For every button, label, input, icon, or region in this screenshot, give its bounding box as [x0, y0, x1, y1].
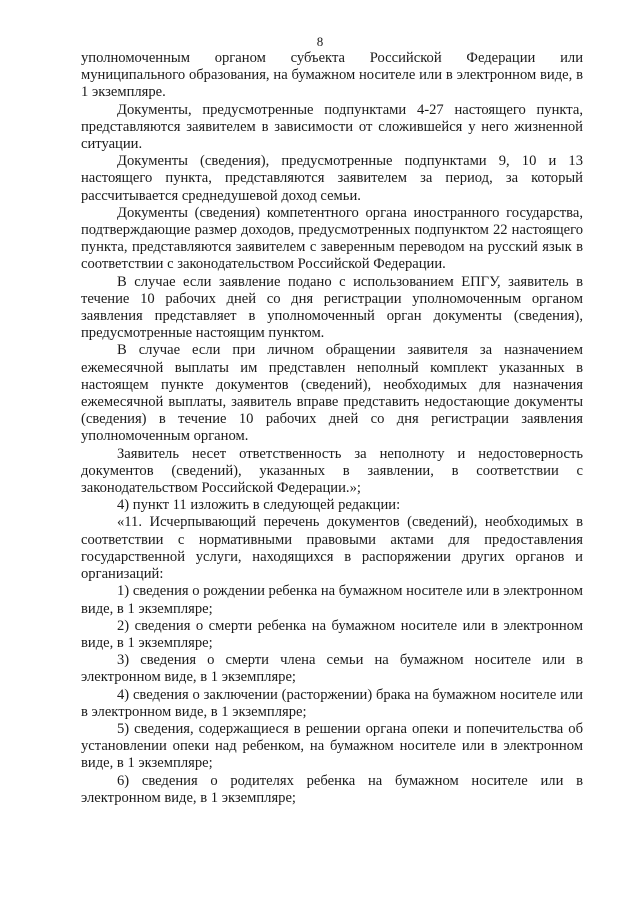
list-item-2: 2) сведения о смерти ребенка на бумажном носителе или в электронном виде, в 1 экземпляре;: [81, 617, 583, 651]
list-item-5: 5) сведения, содержащиеся в решении органа опеки и попечительства об установлении опеки над ребенком, на бумажном носителе или в электронном виде, в 1 экземпляре;: [81, 720, 583, 772]
paragraph-epgu-submission: В случае если заявление подано с использованием ЕПГУ, заявитель в течение 10 рабочих дней со дня регистрации уполномоченным органом заявления представляет в уполномоченный орган документы (сведения), предусмотренные настоящим пунктом.: [81, 273, 583, 342]
paragraph-responsibility: Заявитель несет ответственность за неполноту и недостоверность документов (сведений), указанных в заявлении, в соответствии с законодательством Российской Федерации.»;: [81, 445, 583, 497]
paragraph-documents-4-27: Документы, предусмотренные подпунктами 4-27 настоящего пункта, представляются заявителем в зависимости от сложившейся у него жизненной ситуации.: [81, 101, 583, 153]
list-item-4: 4) сведения о заключении (расторжении) брака на бумажном носителе или в электронном виде, в 1 экземпляре;: [81, 686, 583, 720]
paragraph-incomplete-set: В случае если при личном обращении заявителя за назначением ежемесячной выплаты им представлен неполный комплект указанных в настоящем пункте документов (сведений), необходимых для назначения ежемесячной выплаты, заявитель вправе представить недостающие документы (сведения) в течение 10 рабочих дней со дня регистрации заявления уполномоченным органом.: [81, 342, 583, 445]
document-body: [81, 50, 583, 807]
paragraph-item-11-heading: «11. Исчерпывающий перечень документов (сведений), необходимых в соответствии с нормативными правовыми актами для предоставления государственной услуги, находящихся в распоряжении других органов и организаций:: [81, 514, 583, 583]
page-number: 8: [316, 34, 324, 49]
paragraph-continuation: уполномоченным органом субъекта Российской Федерации или муниципального образования, на бумажном носителе или в электронном виде, в 1 экземпляре.: [81, 50, 583, 101]
paragraph-foreign-documents: Документы (сведения) компетентного органа иностранного государства, подтверждающие размер доходов, предусмотренных подпунктом 22 настоящего пункта, представляются заявителем с заверенным переводом на русский язык в соответствии с законодательством Российской Федерации.: [81, 204, 583, 273]
list-item-1: 1) сведения о рождении ребенка на бумажном носителе или в электронном виде, в 1 экземпляре;: [81, 583, 583, 617]
list-item-6: 6) сведения о родителях ребенка на бумажном носителе или в электронном виде, в 1 экземпляре;: [81, 772, 583, 806]
paragraph-item-4: 4) пункт 11 изложить в следующей редакции:: [117, 497, 401, 514]
paragraph-documents-9-10-13: Документы (сведения), предусмотренные подпунктами 9, 10 и 13 настоящего пункта, представляются заявителем за период, за который рассчитывается среднедушевой доход семьи.: [81, 153, 583, 204]
list-item-3: 3) сведения о смерти члена семьи на бумажном носителе или в электронном виде, в 1 экземпляре;: [81, 652, 583, 686]
